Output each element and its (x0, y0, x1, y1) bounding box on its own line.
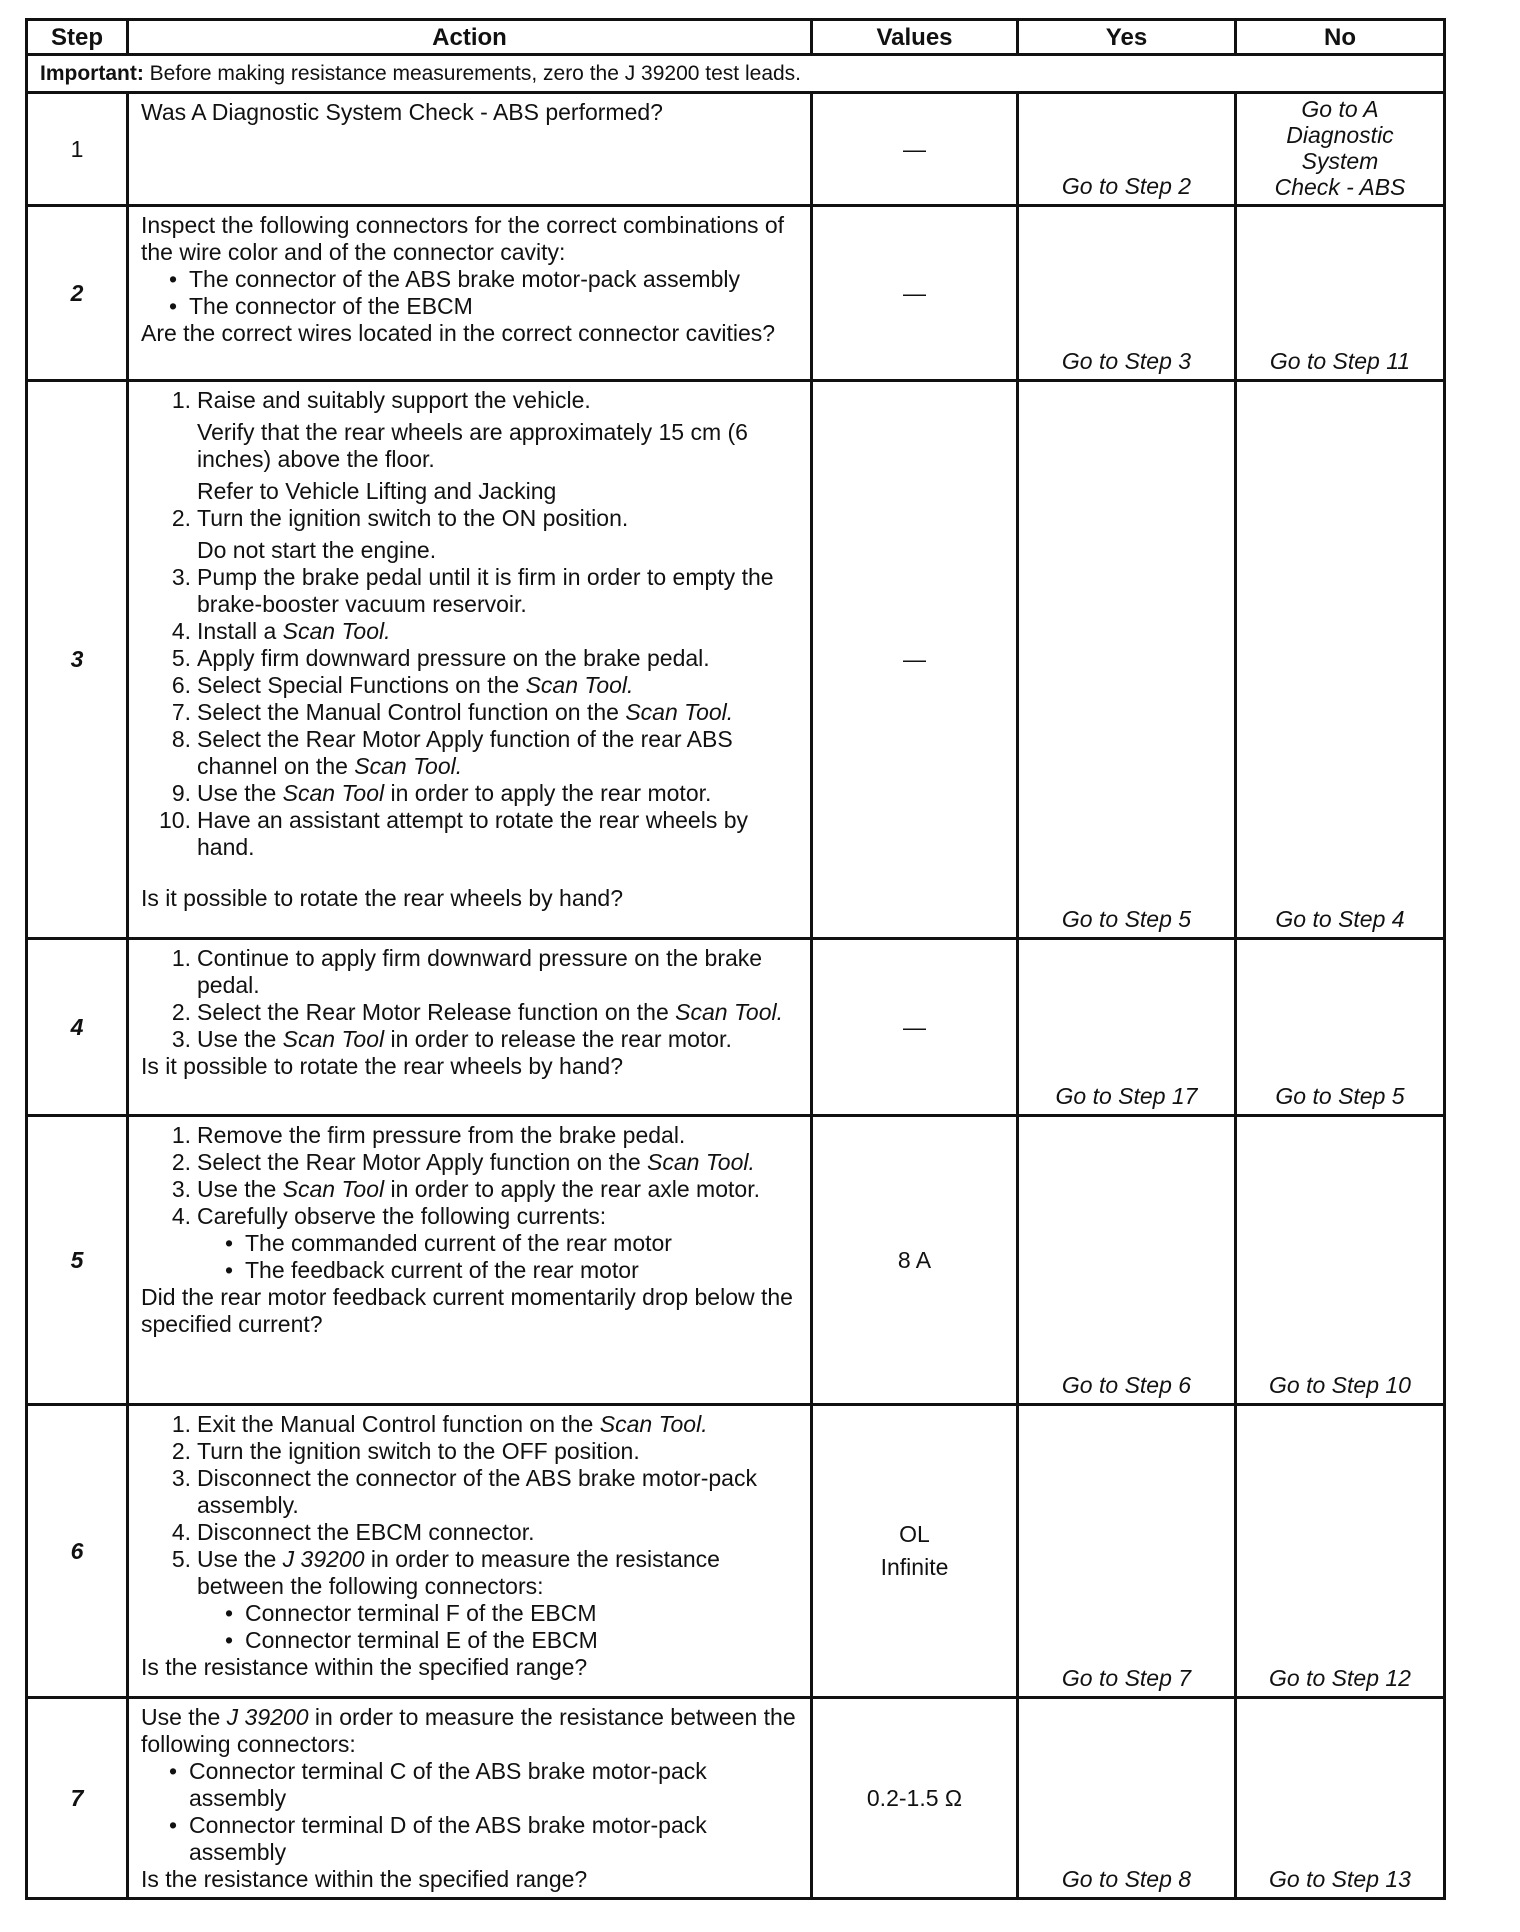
yes-link[interactable]: Go to Step 17 (1018, 939, 1236, 1116)
question: Was A Diagnostic System Check - ABS performed? (141, 99, 663, 125)
action-cell (128, 1698, 812, 1899)
bullet-item: • Connector terminal F of the EBCM (225, 1600, 798, 1627)
yes-link[interactable]: Go to Step 5 (1018, 381, 1236, 939)
list-item: 3. Pump the brake pedal until it is firm in order to empty the brake-booster vacuum reservoir. (171, 564, 774, 617)
no-line: Check - ABS (1274, 174, 1406, 200)
table-row (27, 381, 1445, 939)
no-line: Go to A (1301, 96, 1379, 122)
list-item: 2. Turn the ignition switch to the OFF position. (171, 1438, 640, 1464)
question: Are the correct wires located in the correct connector cavities? (141, 320, 776, 346)
value-cell: 0.2-1.5 Ω (812, 1698, 1018, 1899)
col-header-no: No (1236, 20, 1445, 55)
step-number: 7 (27, 1698, 128, 1899)
bullet-item: • The commanded current of the rear motor (225, 1230, 798, 1257)
bullet-item: • Connector terminal E of the EBCM (225, 1627, 798, 1654)
list-item: 4. Disconnect the EBCM connector. (171, 1519, 535, 1545)
header-row (27, 20, 1445, 55)
no-link[interactable]: Go to Step 4 (1236, 381, 1445, 939)
bullet-list (197, 1230, 798, 1284)
no-link[interactable]: Go to Step 10 (1236, 1116, 1445, 1405)
question: Is the resistance within the specified range? (141, 1654, 588, 1680)
value-cell: 8 A (812, 1116, 1018, 1405)
table-row (27, 1405, 1445, 1698)
numbered-steps (141, 945, 798, 1053)
step-number: 3 (27, 381, 128, 939)
no-link[interactable]: Go to Step 11 (1236, 206, 1445, 381)
table-row (27, 1698, 1445, 1899)
intro-text: Use the J 39200 in order to measure the resistance between the following connectors: (141, 1704, 796, 1757)
list-item: 5. Use the J 39200 in order to measure the resistance between the following connectors: • Connector terminal F of the EBCM • Connector terminal E of the EBCM (197, 1546, 798, 1654)
action-cell (128, 1116, 812, 1405)
col-header-values: Values (812, 20, 1018, 55)
col-header-action: Action (128, 20, 812, 55)
numbered-steps (141, 1411, 798, 1654)
list-item: 2. Select the Rear Motor Release function on the Scan Tool. (171, 999, 784, 1025)
intro-text: Inspect the following connectors for the correct combinations of the wire color and of the connector cavity: (141, 212, 785, 265)
col-header-yes: Yes (1018, 20, 1236, 55)
numbered-steps (141, 1122, 798, 1284)
sub-text: Verify that the rear wheels are approximately 15 cm (6 inches) above the floor. (197, 419, 748, 472)
list-item: 10. Have an assistant attempt to rotate the rear wheels by hand. (159, 807, 749, 860)
no-link[interactable]: Go to Step 13 (1236, 1698, 1445, 1899)
col-header-step: Step (27, 20, 128, 55)
value-cell: — (812, 381, 1018, 939)
yes-link[interactable]: Go to Step 7 (1018, 1405, 1236, 1698)
no-link[interactable]: Go to Step 12 (1236, 1405, 1445, 1698)
yes-link[interactable]: Go to Step 6 (1018, 1116, 1236, 1405)
no-line: Diagnostic (1286, 122, 1394, 148)
list-item: 9. Use the Scan Tool in order to apply the rear motor. (171, 780, 712, 806)
important-text: Before making resistance measurements, zero the J 39200 test leads. (149, 62, 802, 85)
action-cell (128, 206, 812, 381)
list-item: 3. Use the Scan Tool in order to apply the rear axle motor. (171, 1176, 760, 1202)
list-item: 4. Carefully observe the following currents: • The commanded current of the rear motor • The feedback current of the rear motor (197, 1203, 798, 1284)
list-item: 1. Exit the Manual Control function on the Scan Tool. (171, 1411, 708, 1437)
sub-text: Do not start the engine. (197, 537, 437, 563)
value-cell: — (812, 939, 1018, 1116)
yes-link[interactable]: Go to Step 2 (1018, 93, 1236, 206)
list-item: 1. Raise and suitably support the vehicle. Verify that the rear wheels are approximately 15 cm (6 inches) above the floor. Refer to Vehicle Lifting and Jacking (197, 387, 798, 505)
bullet-list (197, 1600, 798, 1654)
list-item: 1. Remove the firm pressure from the brake pedal. (171, 1122, 686, 1148)
list-item: 5. Apply firm downward pressure on the brake pedal. (171, 645, 710, 671)
list-item: 3. Use the Scan Tool in order to release the rear motor. (171, 1026, 732, 1052)
table-row (27, 1116, 1445, 1405)
table-row (27, 93, 1445, 206)
list-item: 2. Turn the ignition switch to the ON position. Do not start the engine. (197, 505, 798, 564)
step-number: 1 (27, 93, 128, 206)
bullet-list (141, 266, 798, 320)
question: Is it possible to rotate the rear wheels by hand? (141, 1053, 624, 1079)
no-line: System (1301, 148, 1379, 174)
step-number: 2 (27, 206, 128, 381)
value-cell: — (812, 93, 1018, 206)
important-note (27, 55, 1445, 93)
value-cell: — (812, 206, 1018, 381)
bullet-item: • The connector of the ABS brake motor-pack assembly (169, 266, 798, 293)
bullet-item: • Connector terminal C of the ABS brake motor-pack assembly (169, 1758, 798, 1812)
value-cell (812, 1405, 1018, 1698)
action-cell (128, 939, 812, 1116)
important-note-row (27, 55, 1445, 93)
step-number: 6 (27, 1405, 128, 1698)
bullet-list (141, 1758, 798, 1866)
sub-text: Refer to Vehicle Lifting and Jacking (197, 478, 557, 504)
table-row (27, 939, 1445, 1116)
bullet-item: • The connector of the EBCM (169, 293, 798, 320)
numbered-steps (141, 387, 798, 861)
yes-link[interactable]: Go to Step 8 (1018, 1698, 1236, 1899)
question: Is the resistance within the specified range? (141, 1866, 588, 1892)
list-item: 7. Select the Manual Control function on the Scan Tool. (171, 699, 734, 725)
bullet-item: • The feedback current of the rear motor (225, 1257, 798, 1284)
list-item: 2. Select the Rear Motor Apply function on the Scan Tool. (171, 1149, 755, 1175)
list-item: 6. Select Special Functions on the Scan Tool. (171, 672, 634, 698)
bullet-item: • Connector terminal D of the ABS brake motor-pack assembly (169, 1812, 798, 1866)
no-link[interactable]: Go to Step 5 (1236, 939, 1445, 1116)
value-line: OL (899, 1521, 930, 1547)
important-label: Important: (40, 62, 144, 85)
action-cell (128, 381, 812, 939)
action-cell (128, 1405, 812, 1698)
question: Did the rear motor feedback current momentarily drop below the specified current? (141, 1284, 793, 1337)
list-item: 3. Disconnect the connector of the ABS brake motor-pack assembly. (171, 1465, 757, 1518)
list-item: 8. Select the Rear Motor Apply function of the rear ABS channel on the Scan Tool. (171, 726, 733, 779)
step-number: 5 (27, 1116, 128, 1405)
question: Is it possible to rotate the rear wheels by hand? (141, 885, 624, 911)
step-number: 4 (27, 939, 128, 1116)
yes-link[interactable]: Go to Step 3 (1018, 206, 1236, 381)
diagnostic-table (25, 18, 1446, 1900)
value-line: Infinite (880, 1554, 949, 1580)
list-item: 1. Continue to apply firm downward pressure on the brake pedal. (171, 945, 763, 998)
action-cell (128, 93, 812, 206)
list-item: 4. Install a Scan Tool. (171, 618, 391, 644)
table-row (27, 206, 1445, 381)
no-link[interactable] (1236, 93, 1445, 206)
